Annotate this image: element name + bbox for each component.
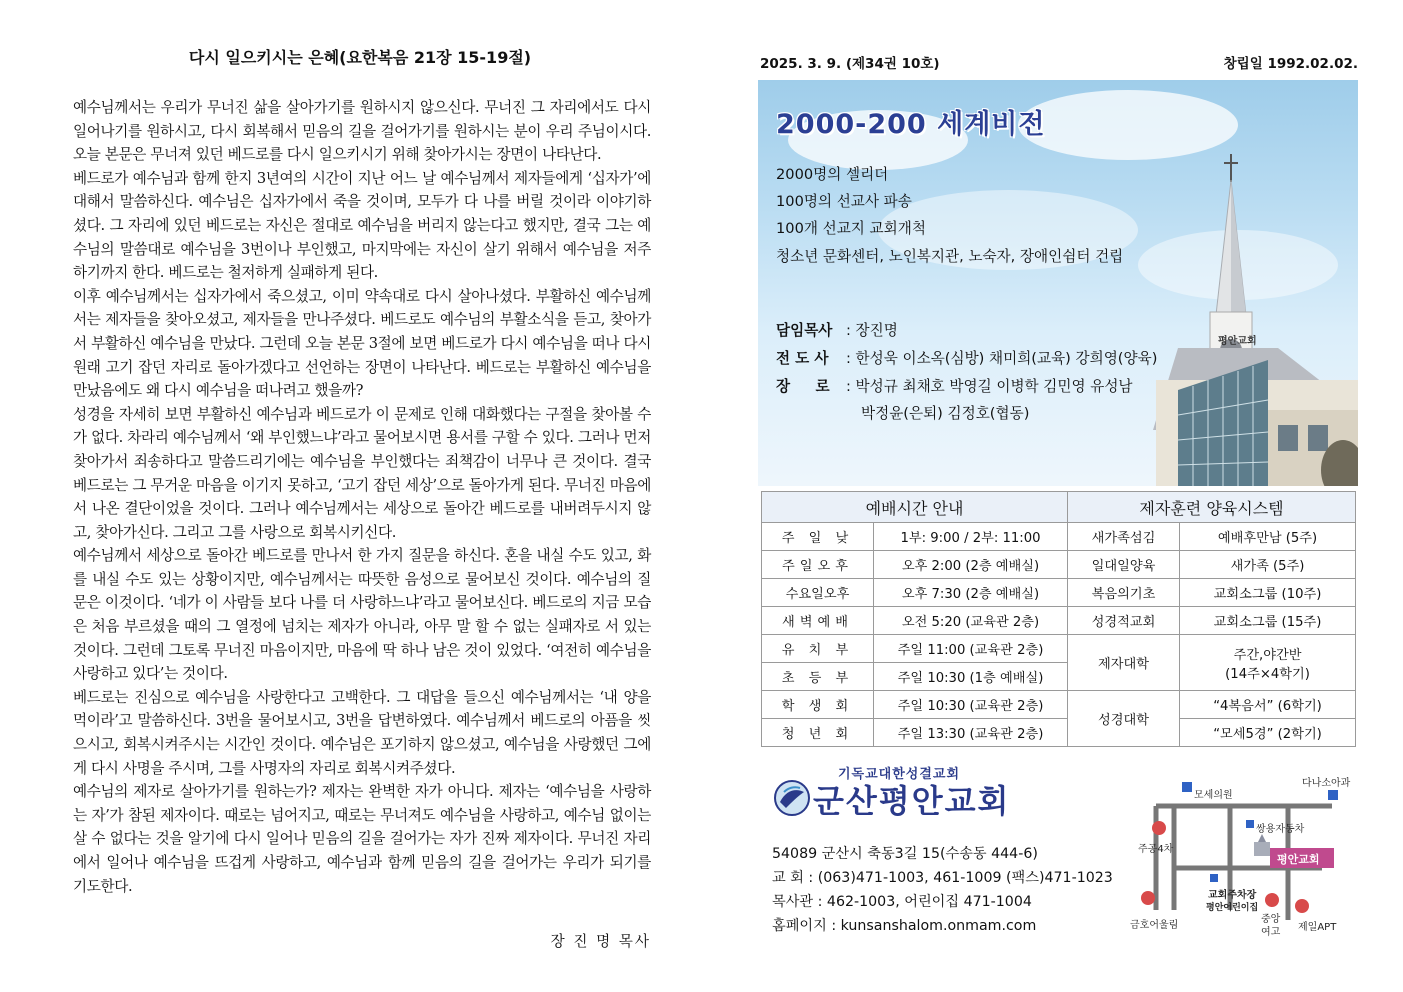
service-name: 새벽예배	[762, 607, 874, 635]
training-name: 일대일양육	[1068, 551, 1180, 579]
table-row	[762, 691, 1356, 719]
hospital-marker-icon	[1182, 782, 1192, 792]
map-label: 금호어울림	[1130, 920, 1179, 931]
vision-line: 2000명의 셀리더	[776, 166, 889, 183]
staff-names: : 한성욱 이소옥(심방) 채미희(교육) 강희영(양육)	[846, 350, 1158, 367]
service-name: 주일오후	[762, 551, 874, 579]
training-detail: 교회소그룹 (10주)	[1180, 579, 1356, 607]
map-label: 교회주차장	[1208, 890, 1257, 901]
location-map	[1122, 770, 1358, 940]
service-name: 주 일 낮	[762, 523, 874, 551]
service-time: 오후 2:00 (2층 예배실)	[874, 551, 1068, 579]
staff-role: 장 로	[776, 378, 830, 395]
denomination-name: 기독교대한성결교회	[838, 767, 961, 782]
school-marker-icon	[1265, 893, 1279, 907]
staff-names: : 장진명	[846, 322, 898, 339]
training-name: 제자대학	[1068, 635, 1180, 691]
table-row	[762, 523, 1356, 551]
staff-names: : 박성규 최채호 박영길 이병학 김민영 유성남	[846, 378, 1133, 395]
vision-line: 청소년 문화센터, 노인복지관, 노숙자, 장애인쉼터 건립	[776, 248, 1124, 265]
table-row	[762, 607, 1356, 635]
service-time: 주일 13:30 (교육관 2층)	[874, 719, 1068, 747]
staff-elders	[776, 375, 1133, 396]
pediatrics-marker-icon	[1328, 790, 1338, 800]
table-header-row	[762, 492, 1356, 523]
sermon-title: 다시 일으키시는 은혜(요한복음 21장 15-19절)	[188, 48, 532, 67]
sermon-author: 장 진 명 목사	[550, 933, 651, 950]
sermon-paragraph: 성경을 자세히 보면 부활하신 예수님과 베드로가 이 문제로 인해 대화했다는 구절을 찾아볼 수가 없다. 차라리 예수님께서 ‘왜 부인했느냐’라고 물어보시면 용서를 구할 수 있다. 그러나 먼저 찾아가서 죄송하다고 말씀드리기에는 예수님을 부인했다는 죄책감이 너무나 큰 것이다. 결국 베드로는 그 무거운 마음을 이기지 못하고, ‘고기 잡던 세상’으로 돌아가게 된다. 무너진 마음에서 나온 결단이었을 것이다. 그러나 예수님께서는 세상으로 돌아간 베드로를 내버려두시지 않고, 찾아가신다. 그리고 그를 사랑으로 회복시키신다.	[73, 405, 651, 541]
service-name: 초 등 부	[762, 663, 874, 691]
map-label: 주공4차	[1138, 844, 1174, 855]
training-detail: “4복음서” (6학기)	[1180, 691, 1356, 719]
service-name: 학 생 회	[762, 691, 874, 719]
service-time: 오후 7:30 (2층 예배실)	[874, 579, 1068, 607]
staff-role: 담임목사	[776, 322, 833, 339]
table-row	[762, 579, 1356, 607]
training-name: 성경대학	[1068, 691, 1180, 747]
issue-date: 2025. 3. 9. (제34권 10호)	[760, 56, 940, 72]
vision-line: 100명의 선교사 파송	[776, 193, 912, 210]
map-label: 모세의원	[1194, 790, 1233, 801]
training-name: 새가족섬김	[1068, 523, 1180, 551]
apartment-marker-icon	[1152, 821, 1166, 835]
schedule-table	[761, 491, 1356, 747]
worship-schedule-header: 예배시간 안내	[762, 492, 1068, 523]
sermon-paragraph: 베드로가 예수님과 함께 한지 3년여의 시간이 지난 어느 날 예수님께서 제자들에게 ‘십자가’에 대해서 말씀하신다. 예수님은 십자가에서 죽을 것이며, 모두가 다 나를 버릴 것이라 이야기하셨다. 그 자리에 있던 베드로는 자신은 절대로 예수님을 버리지 않는다고 했지만, 결국 그는 예수님의 말씀대로 예수님을 3번이나 부인했고, 마지막에는 자신이 살기 위해서 예수님을 저주하기까지 한다. 베드로는 철저하게 실패하게 된다.	[73, 169, 651, 282]
map-label: 중앙	[1261, 914, 1281, 925]
car-dealer-marker-icon	[1246, 820, 1254, 828]
training-detail: “모세5경” (2학기)	[1180, 719, 1356, 747]
map-label: 여고	[1261, 927, 1281, 938]
sermon-body	[73, 96, 651, 898]
training-detail	[1180, 635, 1356, 691]
pastor-house-phone: 목사관 : 462-1003, 어린이집 471-1004	[772, 894, 1032, 910]
vision-panel	[758, 80, 1358, 486]
staff-role: 전 도 사	[776, 350, 829, 367]
training-detail-line: 주간,야간반	[1233, 647, 1302, 663]
church-homepage[interactable]: 홈페이지 : kunsanshalom.onmam.com	[772, 918, 1037, 934]
apartment-marker-icon	[1295, 899, 1309, 913]
staff-elders-2: 박정윤(은퇴) 김정호(협동)	[861, 405, 1030, 422]
map-label: 제일APT	[1298, 922, 1337, 933]
sermon-paragraph: 예수님께서 세상으로 돌아간 베드로를 만나서 한 가지 질문을 하신다. 혼을 내실 수도 있고, 화를 내실 수도 있는 상황이지만, 예수님께서는 따뜻한 음성으로 물어보신 것이다. 예수님의 질문은 이것이다. ‘네가 이 사람들 보다 나를 더 사랑하느냐’라고 물어보신다. 베드로의 지금 모습은 처음 부르셨을 때의 그 열정에 넘치는 제자가 아니라, 아무 말 할 수 없는 실패자로 서 있는 것이다. 그런데 그토록 무너진 마음이지만, 마음에 딱 하나 남은 것이 있었다. ‘여전히 예수님을 사랑하고 있다’는 것이다.	[73, 547, 651, 683]
service-time: 주일 10:30 (1층 예배실)	[874, 663, 1068, 691]
apartment-marker-icon	[1141, 891, 1155, 905]
sermon-paragraph: 예수님의 제자로 살아가기를 원하는가? 제자는 완벽한 자가 아니다. 제자는 ‘예수님을 사랑하는 자’가 참된 제자이다. 때로는 넘어지고, 때로는 무너져도 예수님을 사랑하고, 예수님 없이는 살 수 없다는 것을 알기에 다시 일어나 믿음의 길을 걸어가는 자가 진짜 제자이다. 무너진 자리에서 일어나 예수님을 뜨겁게 사랑하고, 예수님과 함께 믿음의 길을 걸어가는 우리가 되기를 기도한다.	[73, 783, 651, 895]
vision-title: 2000-200 세계비전	[776, 109, 1046, 140]
church-address: 54089 군산시 축동3길 15(수송동 444-6)	[772, 846, 1038, 862]
map-label: 쌍용자동차	[1256, 824, 1305, 835]
vision-line: 100개 선교지 교회개척	[776, 220, 926, 237]
service-time: 오전 5:20 (교육관 2층)	[874, 607, 1068, 635]
table-row	[762, 719, 1356, 747]
training-detail: 예배후만남 (5주)	[1180, 523, 1356, 551]
training-detail: 교회소그룹 (15주)	[1180, 607, 1356, 635]
training-detail-line: (14주×4학기)	[1225, 666, 1310, 682]
staff-pastor	[776, 319, 898, 340]
map-label: 평안어린이집	[1206, 903, 1259, 913]
sermon-paragraph: 이후 예수님께서는 십자가에서 죽으셨고, 이미 약속대로 다시 살아나셨다. 부활하신 예수님께서는 제자들을 찾아오셨고, 제자들을 만나주셨다. 베드로도 예수님의 부활소식을 듣고, 찾아가서 부활하신 예수님을 만났다. 그런데 오늘 본문 3절에 보면 베드로가 다시 예수님을 떠나 다시 원래 고기 잡던 자리로 돌아가겠다고 선언하는 장면이 나타난다. 베드로는 부활하신 예수님을 만났음에도 왜 다시 예수님을 떠나려고 했을까?	[73, 287, 651, 400]
training-name: 복음의기초	[1068, 579, 1180, 607]
service-time: 주일 10:30 (교육관 2층)	[874, 691, 1068, 719]
sermon-paragraph: 베드로는 진심으로 예수님을 사랑한다고 고백한다. 그 대답을 들으신 예수님께서는 ‘내 양을 먹이라’고 말씀하신다. 3번을 물어보시고, 3번을 답변하였다. 예수님께서 베드로의 아픔을 씻으시고, 회복시켜주시는 시간인 것이다. 예수님은 포기하지 않으셨고, 예수님을 사랑했던 그에게 다시 사명을 주시며, 그를 사명자의 자리로 회복시켜주셨다.	[73, 688, 651, 777]
sermon-paragraph: 예수님께서는 우리가 무너진 삶을 살아가기를 원하시지 않으신다. 무너진 그 자리에서도 다시 일어나기를 원하시고, 다시 회복해서 믿음의 길을 걸어가기를 원하시는 분이 우리 주님이시다. 오늘 본문은 무너져 있던 베드로를 다시 일으키시기 위해 찾아가시는 장면이 나타난다.	[73, 99, 651, 164]
table-row	[762, 551, 1356, 579]
parking-marker-icon	[1210, 874, 1218, 882]
church-name: 군산평안교회	[813, 782, 1011, 820]
training-detail: 새가족 (5주)	[1180, 551, 1356, 579]
map-roads	[1122, 770, 1358, 940]
training-system-header: 제자훈련 양육시스템	[1068, 492, 1356, 523]
church-phone: 교 회 : (063)471-1003, 461-1009 (팩스)471-1023	[772, 870, 1113, 886]
training-name: 성경적교회	[1068, 607, 1180, 635]
service-time: 1부: 9:00 / 2부: 11:00	[874, 523, 1068, 551]
church-info	[772, 842, 1113, 938]
service-name: 수요일오후	[762, 579, 874, 607]
staff-evangelists	[776, 347, 1157, 368]
table-row	[762, 635, 1356, 663]
service-name: 유 치 부	[762, 635, 874, 663]
church-sign: 평안교회	[1218, 336, 1257, 347]
service-name: 청 년 회	[762, 719, 874, 747]
founding-date: 창립일 1992.02.02.	[1223, 56, 1358, 72]
church-logo-icon	[774, 780, 810, 816]
map-label: 다나소아과	[1302, 778, 1351, 789]
service-time: 주일 11:00 (교육관 2층)	[874, 635, 1068, 663]
map-label-church: 평안교회	[1277, 853, 1320, 866]
